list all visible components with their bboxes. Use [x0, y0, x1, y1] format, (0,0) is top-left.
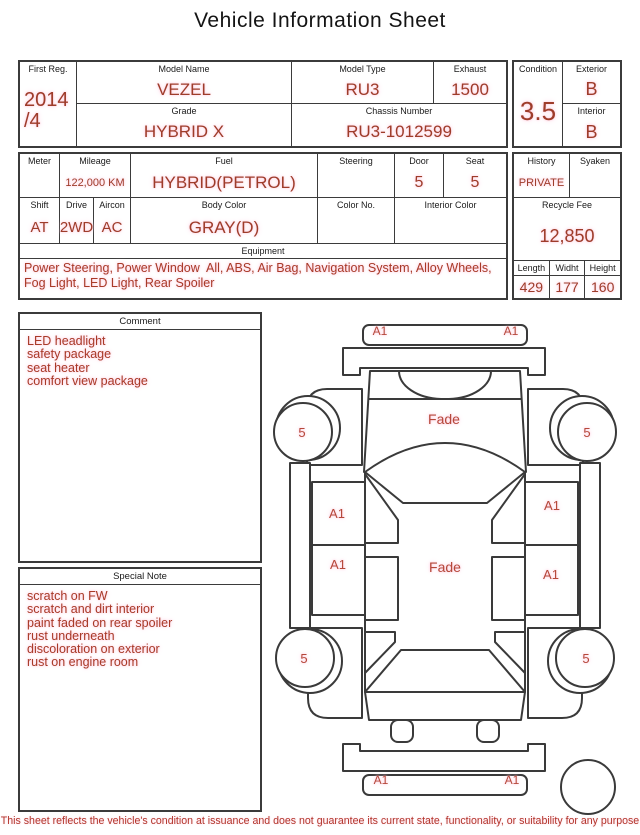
body-color-value: GRAY(D): [188, 217, 260, 237]
shift-cell: [20, 198, 60, 243]
length-label: Length: [514, 261, 549, 276]
history-value: PRIVATE: [518, 176, 565, 189]
grade-value: HYBRID X: [143, 122, 225, 141]
right-front-door-mark: A1: [544, 498, 560, 513]
drive-cell: [60, 198, 94, 243]
trunk-right-tab: [477, 720, 499, 742]
car-damage-diagram: [265, 310, 640, 826]
door-value: 5: [414, 173, 424, 191]
mileage-value: 122,000 KM: [65, 176, 125, 189]
recycle-fee-cell: [514, 198, 620, 261]
history-box: [512, 152, 622, 300]
special-note-line: discoloration on exterior: [27, 642, 160, 656]
special-note-line: paint faded on rear spoiler: [27, 615, 173, 630]
comment-box: [18, 312, 262, 563]
roof-mark: Fade: [429, 559, 461, 575]
steering-value: [318, 168, 394, 197]
special-note-box: [18, 567, 262, 812]
front-right-wheel-mark: 5: [583, 425, 591, 440]
left-rear-door-mark: A1: [330, 557, 346, 572]
length-value: 429: [519, 279, 544, 295]
grade-label: Grade: [171, 106, 197, 116]
model-name-cell: [77, 62, 292, 103]
steering-cell: [318, 154, 395, 197]
special-note-lines: [20, 585, 260, 675]
height-label: Height: [585, 261, 620, 276]
interior-color-cell: [395, 198, 506, 243]
left-rear-window: [365, 557, 398, 620]
meter-value: [20, 168, 59, 197]
special-note-header: Special Note: [20, 569, 260, 585]
width-label: Widht: [550, 261, 585, 276]
right-rear-door-mark: A1: [543, 567, 559, 582]
interior-color-label: Interior Color: [424, 200, 477, 210]
spare-tire-shape: [561, 760, 615, 814]
width-cell: [550, 261, 586, 298]
body-color-cell: [131, 198, 318, 243]
condition-score: 3.5: [519, 95, 557, 126]
page-title: Vehicle Information Sheet: [194, 9, 446, 32]
syaken-label: Syaken: [579, 156, 611, 166]
front-spoiler-right-mark: A1: [503, 324, 519, 338]
meter-cell: [20, 154, 60, 197]
model-type-label: Model Type: [339, 64, 386, 74]
trunk-shape: [365, 692, 525, 720]
special-note-line: scratch on FW: [27, 589, 108, 603]
aircon-value: AC: [101, 219, 123, 236]
height-value: 160: [591, 279, 615, 295]
fuel-label: Fuel: [215, 156, 233, 166]
aircon-label: Aircon: [99, 200, 125, 210]
equipment-label: Equipment: [20, 244, 506, 259]
first-reg-label: First Reg.: [28, 64, 68, 74]
color-no-label: Color No.: [336, 200, 375, 210]
exhaust-label: Exhaust: [453, 64, 487, 74]
interior-label: Interior: [563, 103, 620, 118]
model-name-value: VEZEL: [157, 79, 211, 99]
front-spoiler-left-mark: A1: [372, 324, 388, 338]
interior-color-value: [395, 212, 506, 243]
first-reg-year: 2014: [24, 89, 69, 111]
left-doors-shape: [312, 482, 365, 615]
recycle-fee-label: Recycle Fee: [541, 200, 593, 210]
vehicle-spec-table: [18, 152, 508, 300]
syaken-cell: [570, 154, 620, 197]
rear-bumper-shape: [343, 744, 545, 771]
door-label: Door: [409, 156, 429, 166]
disclaimer-text: This sheet reflects the vehicle's condition at issuance and does not guarantee its current state, functionality, or suitability for any purpose: [0, 815, 640, 827]
door-cell: [395, 154, 444, 197]
first-reg-value: [20, 76, 76, 146]
trunk-left-tab: [391, 720, 413, 742]
right-rear-window: [492, 557, 525, 620]
comment-lines: [20, 330, 260, 393]
drive-label: Drive: [65, 200, 87, 210]
hood-mark: Fade: [428, 411, 460, 427]
front-left-wheel-mark: 5: [298, 425, 306, 440]
recycle-fee-value: 12,850: [539, 225, 595, 246]
chassis-value: RU3-1012599: [346, 122, 452, 141]
seat-value: 5: [470, 173, 480, 191]
first-reg-cell: [20, 62, 77, 146]
model-name-label: Model Name: [158, 64, 210, 74]
fuel-value: HYBRID(PETROL): [152, 172, 296, 192]
seat-cell: [444, 154, 506, 197]
rear-right-wheel-mark: 5: [582, 651, 590, 666]
history-cell: [514, 154, 570, 197]
equipment-list: Power Steering, Power Window All, ABS, Air Bag, Navigation System, Alloy Wheels, Fog Light, LED Light, Rear Spoiler: [24, 261, 496, 291]
left-front-door-mark: A1: [329, 506, 345, 521]
meter-label: Meter: [27, 156, 51, 166]
condition-label: Condition: [518, 64, 558, 74]
fuel-cell: [131, 154, 318, 197]
rear-window-shape: [365, 650, 525, 692]
rear-left-wheel-mark: 5: [300, 651, 308, 666]
comment-line: seat heater: [27, 360, 90, 375]
aircon-cell: [94, 198, 131, 243]
comment-line: safety package: [27, 347, 112, 362]
length-cell: [514, 261, 550, 298]
special-note-line: rust underneath: [27, 628, 115, 643]
interior-grade: B: [585, 121, 598, 142]
exhaust-cell: [434, 62, 506, 103]
drive-value: 2WD: [59, 219, 94, 236]
chassis-label: Chassis Number: [365, 106, 433, 116]
comment-line: LED headlight: [27, 334, 106, 348]
exterior-label: Exterior: [575, 64, 607, 74]
rear-spoiler-left-mark: A1: [373, 773, 389, 787]
exterior-grade: B: [585, 79, 598, 99]
width-value: 177: [555, 279, 579, 295]
exhaust-value: 1500: [451, 79, 489, 99]
right-sill-shape: [580, 463, 600, 628]
special-note-line: scratch and dirt interior: [27, 602, 155, 617]
condition-box: [512, 60, 622, 148]
shift-label: Shift: [30, 200, 49, 210]
chassis-cell: [292, 104, 506, 146]
body-color-label: Body Color: [201, 200, 247, 210]
model-type-cell: [292, 62, 434, 103]
first-reg-month: /4: [24, 110, 41, 132]
comment-line: comfort view package: [27, 373, 148, 388]
color-no-value: [318, 212, 394, 243]
vehicle-identity-table: [18, 60, 508, 148]
shift-value: AT: [30, 219, 49, 236]
rear-spoiler-right-mark: A1: [504, 773, 520, 787]
steering-label: Steering: [339, 156, 373, 166]
syaken-value: [570, 168, 620, 197]
special-note-line: rust on engine room: [27, 655, 139, 670]
model-type-value: RU3: [345, 79, 380, 99]
grade-cell: [77, 104, 292, 146]
comment-header: Comment: [20, 314, 260, 330]
seat-label: Seat: [465, 156, 485, 166]
mileage-cell: [60, 154, 131, 197]
history-label: History: [527, 156, 556, 166]
mileage-label: Mileage: [79, 156, 111, 166]
left-sill-shape: [290, 463, 310, 628]
condition-cell: [514, 62, 563, 146]
color-no-cell: [318, 198, 395, 243]
height-cell: [585, 261, 620, 298]
front-spoiler-shape: [363, 325, 527, 345]
